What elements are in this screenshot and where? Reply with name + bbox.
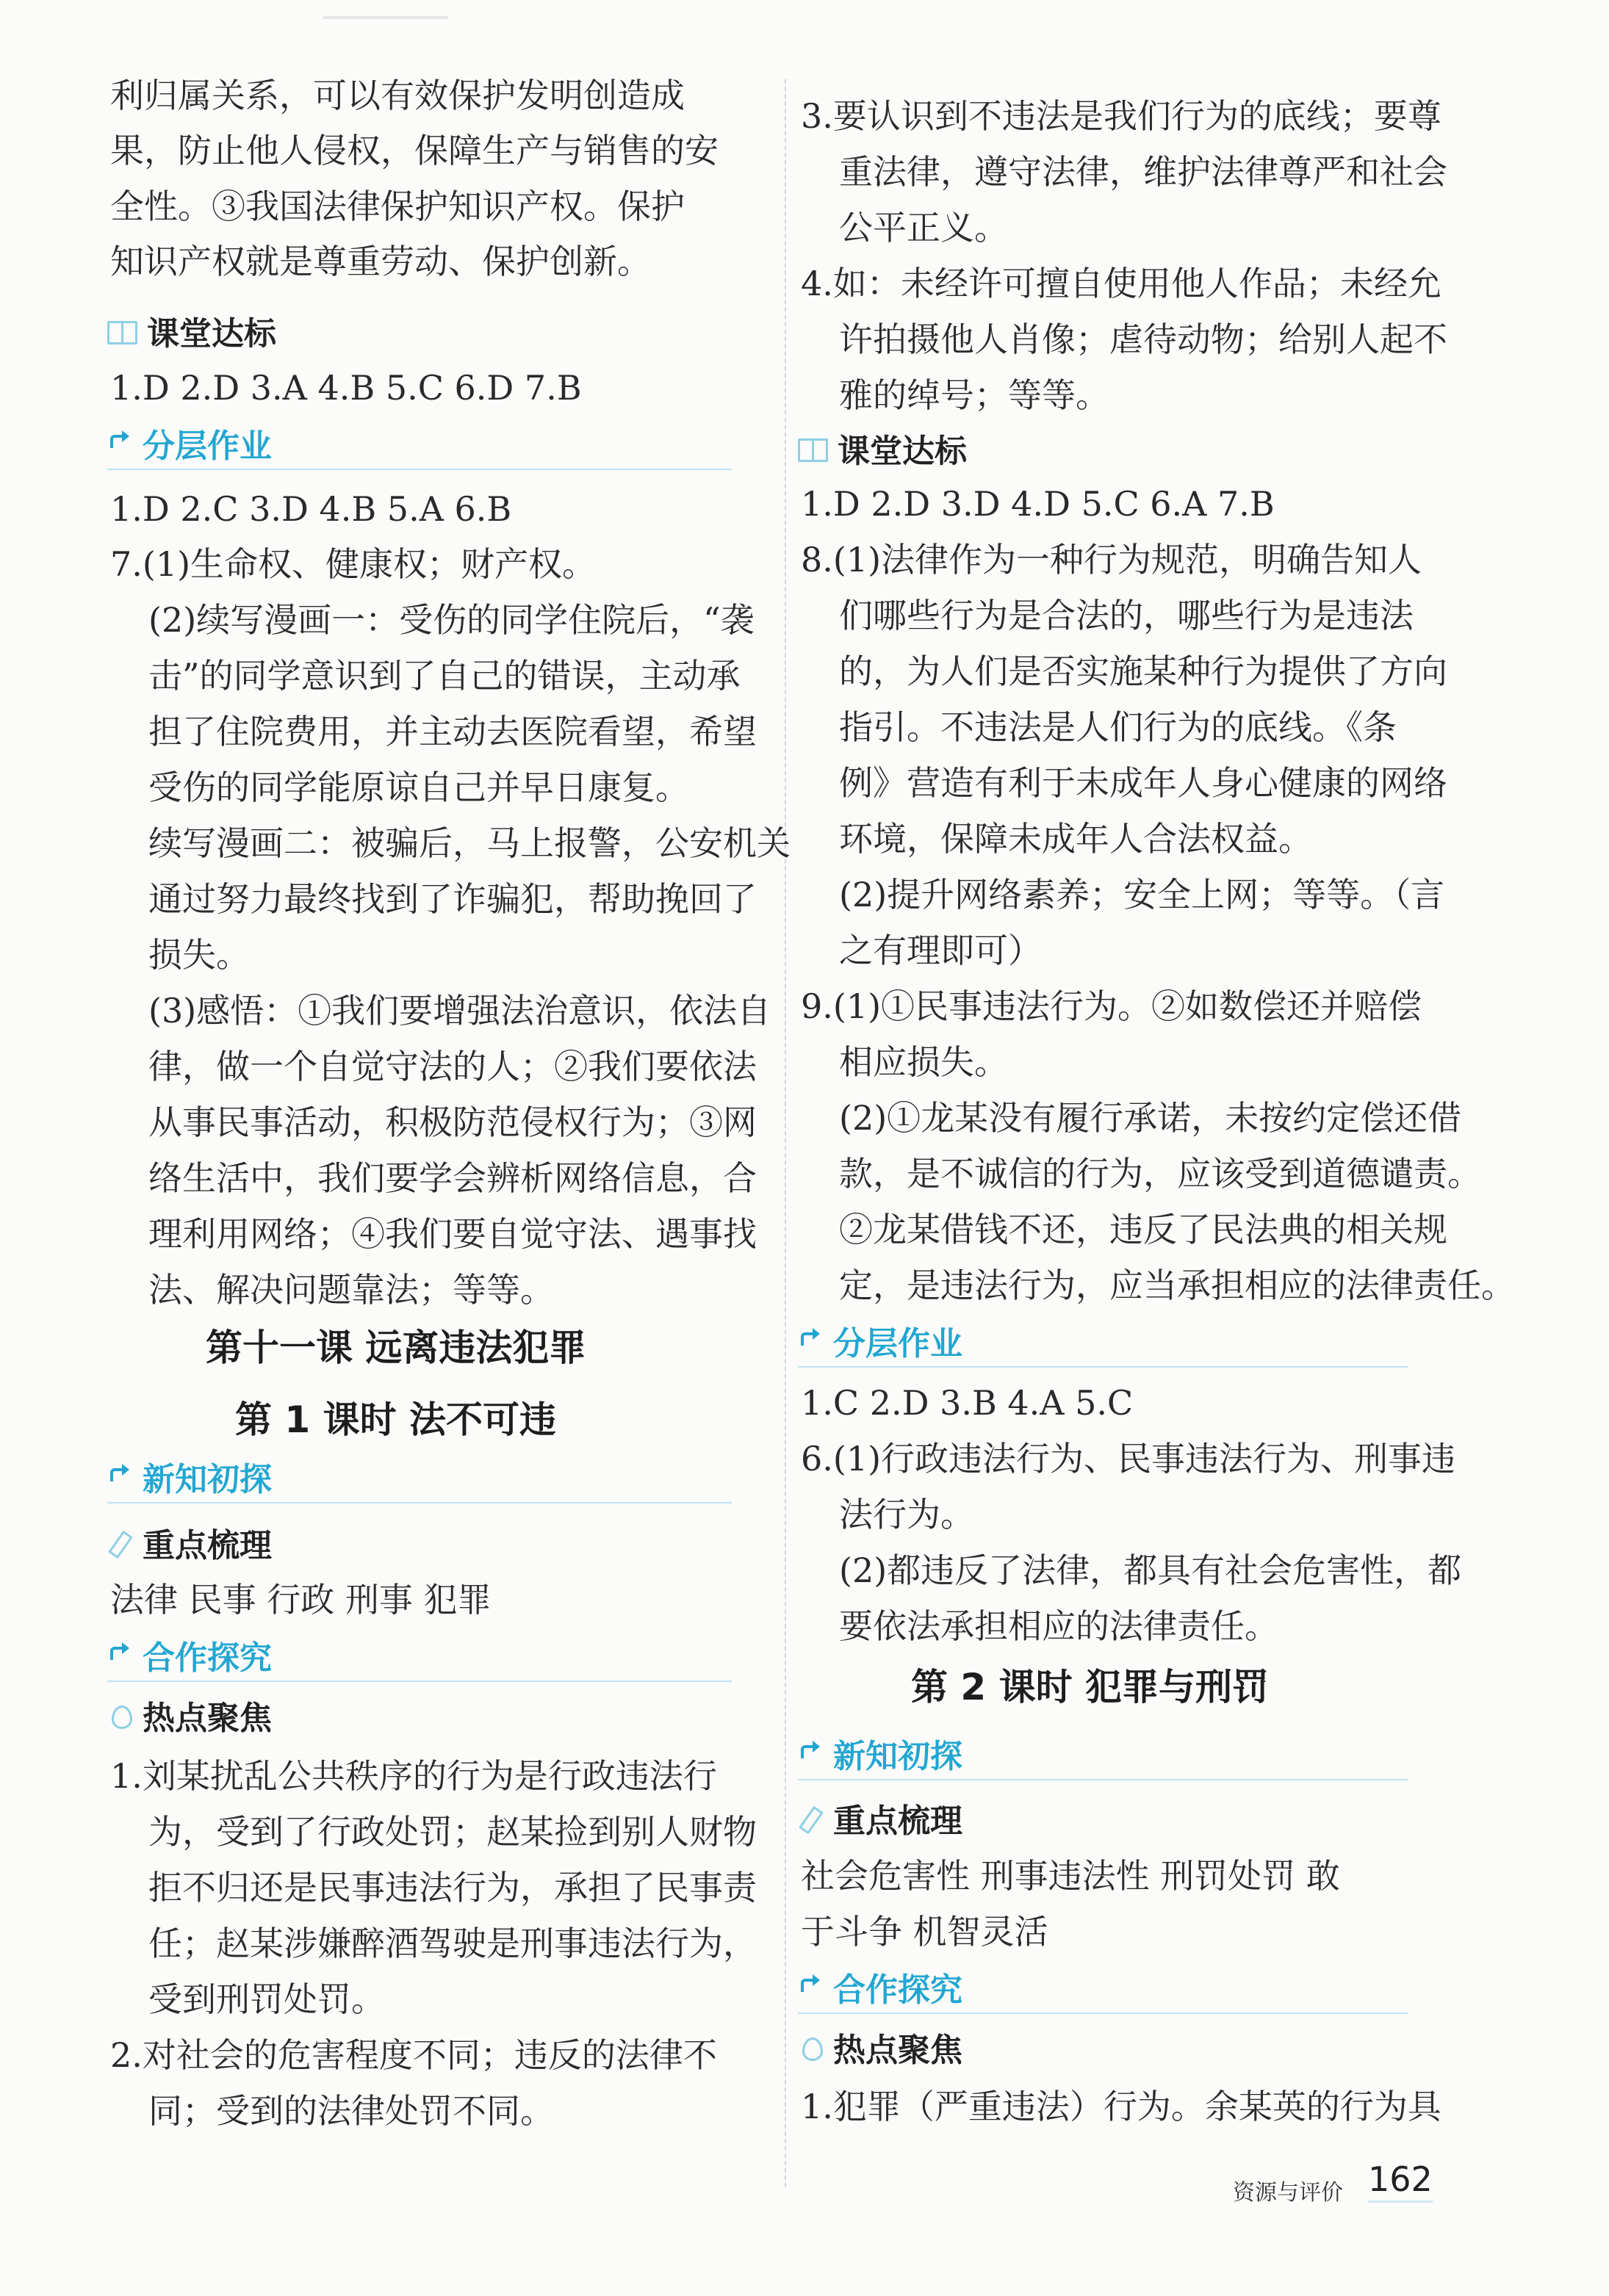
- period-title: 第 1 课时 法不可违: [235, 1398, 557, 1441]
- arrow-icon: [798, 1974, 823, 1999]
- text-line: 全性。③我国法律保护知识产权。保护: [110, 187, 685, 226]
- text-line: 环境，保障未成年人合法权益。: [839, 819, 1312, 859]
- section-label: 新知初探: [833, 1738, 962, 1775]
- section-xinzhi: [798, 1728, 1408, 1780]
- pen-icon: [107, 1530, 132, 1555]
- page-number: 162: [1368, 2159, 1433, 2203]
- text-line: 络生活中，我们要学会辨析网络信息，合: [148, 1158, 757, 1198]
- text-line: 果，防止他人侵权，保障生产与销售的安: [110, 131, 719, 170]
- section-hezuo: [107, 1629, 732, 1682]
- text-line: 例》营造有利于未成年人身心健康的网络: [839, 763, 1447, 803]
- text-line: 7.(1)生命权、健康权；财产权。: [110, 544, 597, 584]
- column-divider: [785, 79, 786, 2187]
- text-line: 雅的绰号；等等。: [839, 375, 1109, 415]
- text-line: (2)①龙某没有履行承诺，未按约定偿还借: [839, 1098, 1462, 1138]
- text-line: (2)提升网络素养；安全上网；等等。（言: [839, 875, 1445, 914]
- pen-icon: [798, 1805, 823, 1830]
- text-line: 之有理即可）: [839, 931, 1042, 970]
- section-label: 热点聚焦: [833, 2032, 962, 2069]
- text-line: 公平正义。: [839, 208, 1008, 248]
- section-label: 重点梳理: [143, 1527, 272, 1564]
- text-line: 款，是不诚信的行为，应该受到道德谴责。: [839, 1154, 1481, 1194]
- section-redian: [107, 1689, 272, 1741]
- text-line: 8.(1)法律作为一种行为规范，明确告知人: [801, 540, 1422, 580]
- text-line: 同；受到的法律处罚不同。: [148, 2091, 554, 2131]
- text-line: (2)都违反了法律，都具有社会危害性，都: [839, 1550, 1462, 1590]
- answer-line: 1.D 2.D 3.D 4.D 5.C 6.A 7.B: [801, 484, 1275, 524]
- lesson-title: 第十一课 远离违法犯罪: [206, 1326, 586, 1369]
- text-line: 受伤的同学能原谅自己并早日康复。: [148, 768, 689, 807]
- text-line: 击”的同学意识到了自己的错误，主动承: [148, 656, 741, 696]
- text-line: 许拍摄他人肖像；虐待动物；给别人起不: [839, 320, 1447, 359]
- section-hezuo: [798, 1961, 1408, 2014]
- answer-line: 1.D 2.D 3.A 4.B 5.C 6.D 7.B: [110, 368, 582, 408]
- text-line: (3)感悟：①我们要增强法治意识，依法自: [148, 991, 771, 1030]
- text-line: 知识产权就是尊重劳动、保护创新。: [110, 242, 651, 281]
- text-line: 担了住院费用，并主动去医院看望，希望: [148, 712, 757, 751]
- text-line: 6.(1)行政违法行为、民事违法行为、刑事违: [801, 1439, 1456, 1479]
- text-line: 续写漫画二：被骗后，马上报警，公安机关: [148, 823, 791, 863]
- answer-line: 1.D 2.C 3.D 4.B 5.A 6.B: [110, 489, 512, 529]
- section-zhongdian: [107, 1517, 272, 1568]
- text-line: 指引。不违法是人们行为的底线。《条: [839, 707, 1397, 747]
- text-line: 1.刘某扰乱公共秩序的行为是行政违法行: [110, 1756, 717, 1796]
- section-ketang: [107, 305, 276, 356]
- term-line: 于斗争 机智灵活: [801, 1912, 1048, 1952]
- period-title: 第 2 课时 犯罪与刑罚: [911, 1666, 1270, 1708]
- text-line: 任；赵某涉嫌醉酒驾驶是刑事违法行为，: [148, 1924, 757, 1963]
- text-line: ②龙某借钱不还，违反了民法典的相关规: [839, 1210, 1447, 1249]
- flame-icon: [107, 1703, 132, 1728]
- flame-icon: [798, 2035, 823, 2059]
- text-line: 9.(1)①民事违法行为。②如数偿还并赔偿: [801, 986, 1422, 1026]
- arrow-icon: [798, 1328, 823, 1353]
- text-line: 要依法承担相应的法律责任。: [839, 1606, 1278, 1646]
- section-label: 热点聚焦: [143, 1700, 272, 1737]
- section-label: 合作探究: [833, 1971, 962, 2009]
- arrow-icon: [798, 1741, 823, 1766]
- answer-line: 1.C 2.D 3.B 4.A 5.C: [801, 1383, 1134, 1423]
- section-zhongdian: [798, 1792, 962, 1844]
- text-line: 受到刑罚处罚。: [148, 1979, 385, 2019]
- text-line: 4.如：未经许可擅自使用他人作品；未经允: [801, 264, 1441, 303]
- text-line: 重法律，遵守法律，维护法律尊严和社会: [839, 152, 1447, 192]
- text-line: 从事民事活动，积极防范侵权行为；③网: [148, 1102, 757, 1142]
- text-line: 们哪些行为是合法的，哪些行为是违法: [839, 596, 1414, 635]
- text-line: 法、解决问题靠法；等等。: [148, 1270, 554, 1310]
- arrow-icon: [107, 1642, 132, 1667]
- term-line: 法律 民事 行政 刑事 犯罪: [110, 1580, 492, 1620]
- section-label: 分层作业: [833, 1325, 962, 1362]
- text-line: 损失。: [148, 935, 250, 975]
- section-label: 新知初探: [143, 1461, 272, 1498]
- text-line: 利归属关系，可以有效保护发明创造成: [110, 76, 685, 115]
- book-icon: [798, 436, 827, 461]
- text-line: 的，为人们是否实施某种行为提供了方向: [839, 651, 1447, 691]
- text-line: 为，受到了行政处罚；赵某捡到别人财物: [148, 1812, 757, 1852]
- text-line: 理利用网络；④我们要自觉守法、遇事找: [148, 1214, 757, 1254]
- text-line: 定，是违法行为，应当承担相应的法律责任。: [839, 1266, 1515, 1305]
- section-label: 合作探究: [143, 1639, 272, 1677]
- section-label: 课堂达标: [838, 433, 967, 470]
- text-line: 法行为。: [839, 1495, 974, 1534]
- section-xinzhi: [107, 1451, 732, 1503]
- text-line: 律，做一个自觉守法的人；②我们要依法: [148, 1047, 757, 1086]
- text-line: 1.犯罪（严重违法）行为。余某英的行为具: [801, 2087, 1441, 2126]
- arrow-icon: [107, 430, 132, 455]
- top-mark: [323, 16, 448, 19]
- section-fenceng: [107, 417, 732, 470]
- section-ketang: [798, 422, 967, 474]
- text-line: 通过努力最终找到了诈骗犯，帮助挽回了: [148, 879, 757, 919]
- section-label: 分层作业: [143, 427, 272, 465]
- section-fenceng: [798, 1315, 1408, 1368]
- text-line: 拒不归还是民事违法行为，承担了民事责: [148, 1868, 757, 1907]
- section-label: 课堂达标: [147, 315, 276, 353]
- book-icon: [107, 318, 137, 343]
- term-line: 社会危害性 刑事违法性 刑罚处罚 敢: [801, 1856, 1340, 1896]
- arrow-icon: [107, 1464, 132, 1489]
- section-redian: [798, 2021, 962, 2073]
- text-line: 2.对社会的危害程度不同；违反的法律不: [110, 2035, 717, 2075]
- section-label: 重点梳理: [833, 1802, 962, 1840]
- text-line: 3.要认识到不违法是我们行为的底线；要尊: [801, 96, 1441, 136]
- text-line: 相应损失。: [839, 1042, 1008, 1082]
- text-line: (2)续写漫画一：受伤的同学住院后，“袭: [148, 600, 755, 640]
- footer-label: 资源与评价: [1233, 2180, 1343, 2206]
